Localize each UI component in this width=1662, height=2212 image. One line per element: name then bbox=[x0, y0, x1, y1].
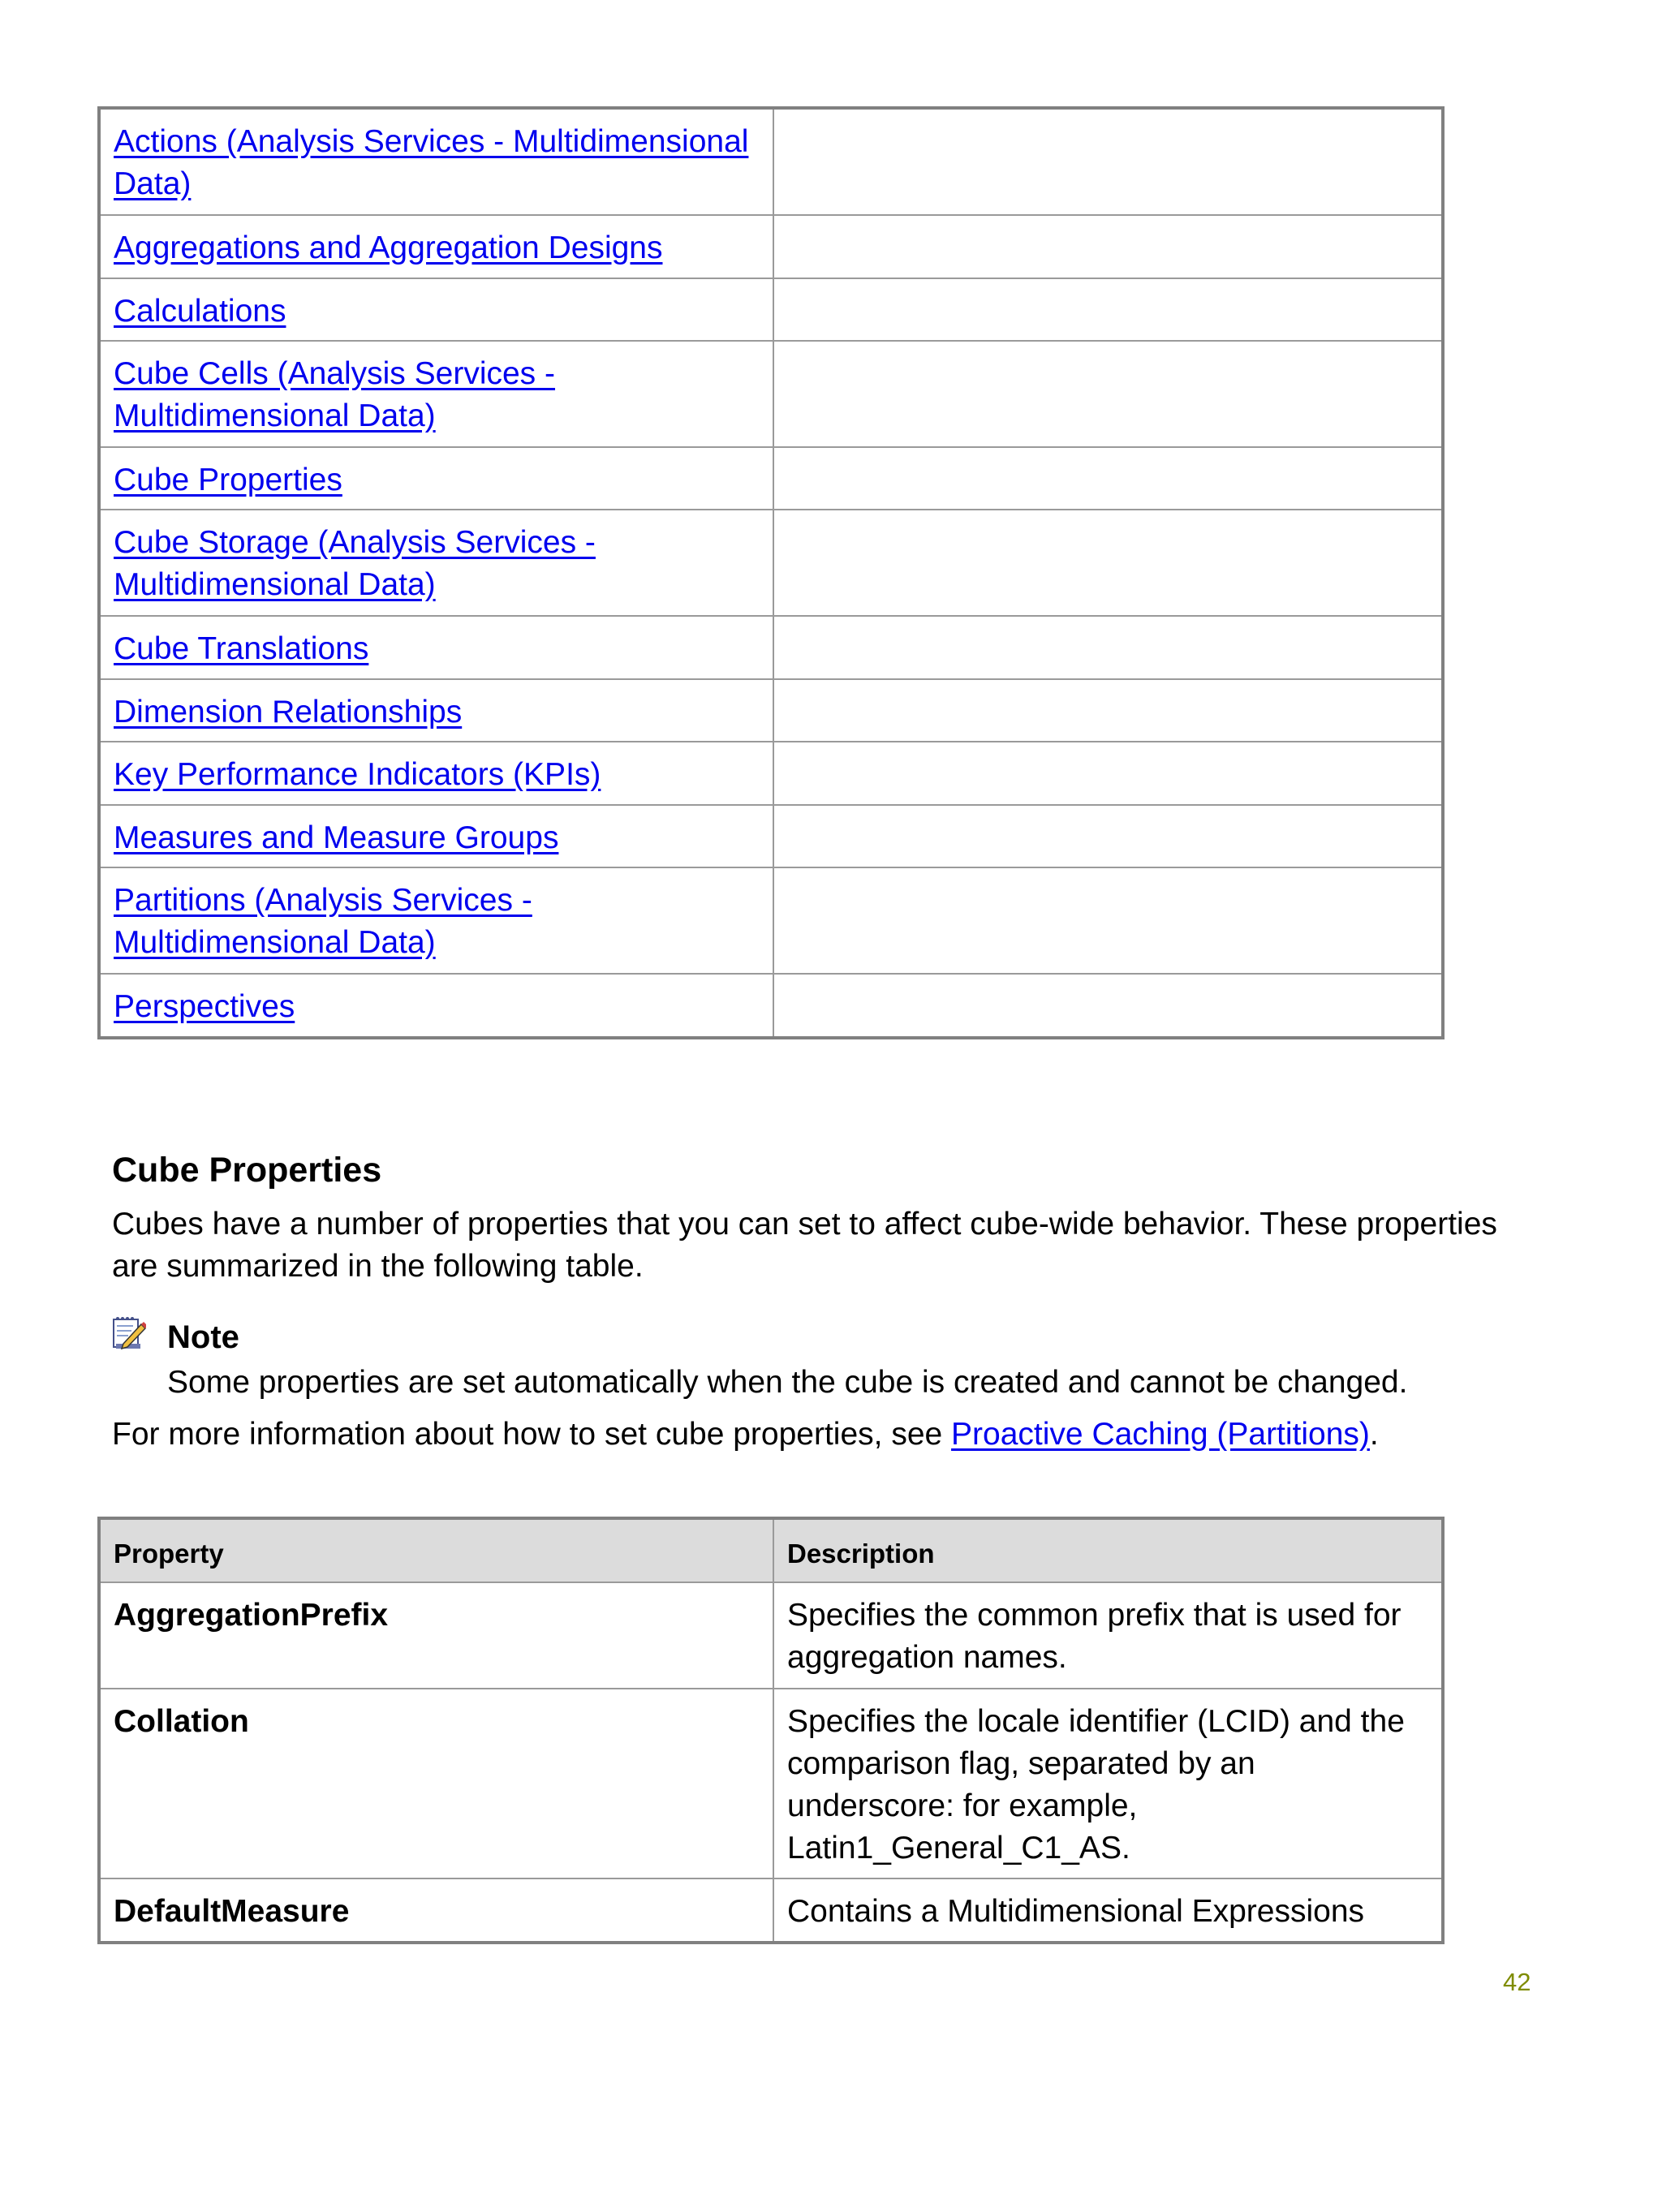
topic-description-cell bbox=[773, 867, 1443, 974]
property-description: Contains a Multidimensional Expressions bbox=[773, 1878, 1443, 1943]
topic-link[interactable]: Cube Properties bbox=[114, 463, 342, 497]
topic-description-cell bbox=[773, 616, 1443, 679]
topic-cell bbox=[99, 616, 773, 679]
topic-cell bbox=[99, 278, 773, 341]
topic-cell bbox=[99, 742, 773, 805]
table-row bbox=[99, 974, 1443, 1038]
topic-description-cell bbox=[773, 805, 1443, 867]
table-row bbox=[99, 341, 1443, 447]
more-info-suffix: . bbox=[1369, 1417, 1379, 1452]
table-row bbox=[99, 616, 1443, 679]
properties-table bbox=[97, 1517, 1445, 1944]
topic-cell bbox=[99, 974, 773, 1038]
topic-description-cell bbox=[773, 341, 1443, 447]
topic-description-cell bbox=[773, 679, 1443, 742]
property-name: Collation bbox=[99, 1689, 773, 1878]
topic-link[interactable]: Actions (Analysis Services - Multidimensional Data) bbox=[114, 124, 749, 201]
topic-description-cell bbox=[773, 447, 1443, 510]
topic-link[interactable]: Aggregations and Aggregation Designs bbox=[114, 230, 663, 265]
topic-link[interactable]: Cube Translations bbox=[114, 631, 369, 666]
intro-paragraph: Cubes have a number of properties that you can set to affect cube-wide behavior. These properties are summarized in the following table. bbox=[112, 1207, 1497, 1284]
section-heading: Cube Properties bbox=[112, 1151, 382, 1190]
topic-link[interactable]: Key Performance Indicators (KPIs) bbox=[114, 757, 601, 792]
description-header: Description bbox=[773, 1518, 1443, 1582]
property-description: Specifies the common prefix that is used for aggregation names. bbox=[773, 1582, 1443, 1689]
property-name: AggregationPrefix bbox=[99, 1582, 773, 1689]
topic-description-cell bbox=[773, 108, 1443, 215]
table-row bbox=[99, 447, 1443, 510]
note-title: Note bbox=[167, 1319, 239, 1355]
note-pencil-icon bbox=[112, 1315, 146, 1350]
table-row bbox=[99, 215, 1443, 278]
topic-cell bbox=[99, 447, 773, 510]
topic-link[interactable]: Dimension Relationships bbox=[114, 695, 463, 729]
topic-cell bbox=[99, 341, 773, 447]
table-row bbox=[99, 679, 1443, 742]
topic-link[interactable]: Calculations bbox=[114, 294, 286, 329]
topic-link[interactable]: Perspectives bbox=[114, 989, 295, 1024]
topic-description-cell bbox=[773, 510, 1443, 616]
more-info-prefix: For more information about how to set cube properties, see bbox=[112, 1417, 952, 1452]
topic-cell bbox=[99, 805, 773, 867]
table-row bbox=[99, 108, 1443, 215]
table-row bbox=[99, 278, 1443, 341]
topic-description-cell bbox=[773, 215, 1443, 278]
topic-link[interactable]: Measures and Measure Groups bbox=[114, 820, 559, 855]
note-text: Some properties are set automatically when the cube is created and cannot be changed. bbox=[167, 1365, 1408, 1400]
property-header: Property bbox=[99, 1518, 773, 1582]
topic-description-cell bbox=[773, 278, 1443, 341]
more-info-paragraph bbox=[112, 1414, 1508, 1456]
property-description: Specifies the locale identifier (LCID) and the comparison flag, separated by an underscore: for example, Latin1_General_C1_AS. bbox=[773, 1689, 1443, 1878]
topic-link[interactable]: Partitions (Analysis Services - Multidimensional Data) bbox=[114, 883, 532, 960]
property-name: DefaultMeasure bbox=[99, 1878, 773, 1943]
topic-cell bbox=[99, 215, 773, 278]
table-row bbox=[99, 742, 1443, 805]
table-row bbox=[99, 1878, 1443, 1943]
header-row bbox=[99, 1518, 1443, 1582]
table-row bbox=[99, 510, 1443, 616]
topic-description-cell bbox=[773, 974, 1443, 1038]
table-row bbox=[99, 805, 1443, 867]
topic-cell bbox=[99, 108, 773, 215]
proactive-caching-link[interactable]: Proactive Caching (Partitions) bbox=[951, 1417, 1370, 1452]
topic-cell bbox=[99, 679, 773, 742]
topic-link[interactable]: Cube Storage (Analysis Services - Multidimensional Data) bbox=[114, 525, 596, 602]
table-row bbox=[99, 867, 1443, 974]
topic-cell bbox=[99, 510, 773, 616]
table-row bbox=[99, 1689, 1443, 1878]
topic-cell bbox=[99, 867, 773, 974]
topic-link[interactable]: Cube Cells (Analysis Services - Multidimensional Data) bbox=[114, 356, 556, 433]
topic-description-cell bbox=[773, 742, 1443, 805]
table-row bbox=[99, 1582, 1443, 1689]
page-number: 42 bbox=[1503, 1968, 1531, 1996]
topics-table bbox=[97, 106, 1445, 1039]
